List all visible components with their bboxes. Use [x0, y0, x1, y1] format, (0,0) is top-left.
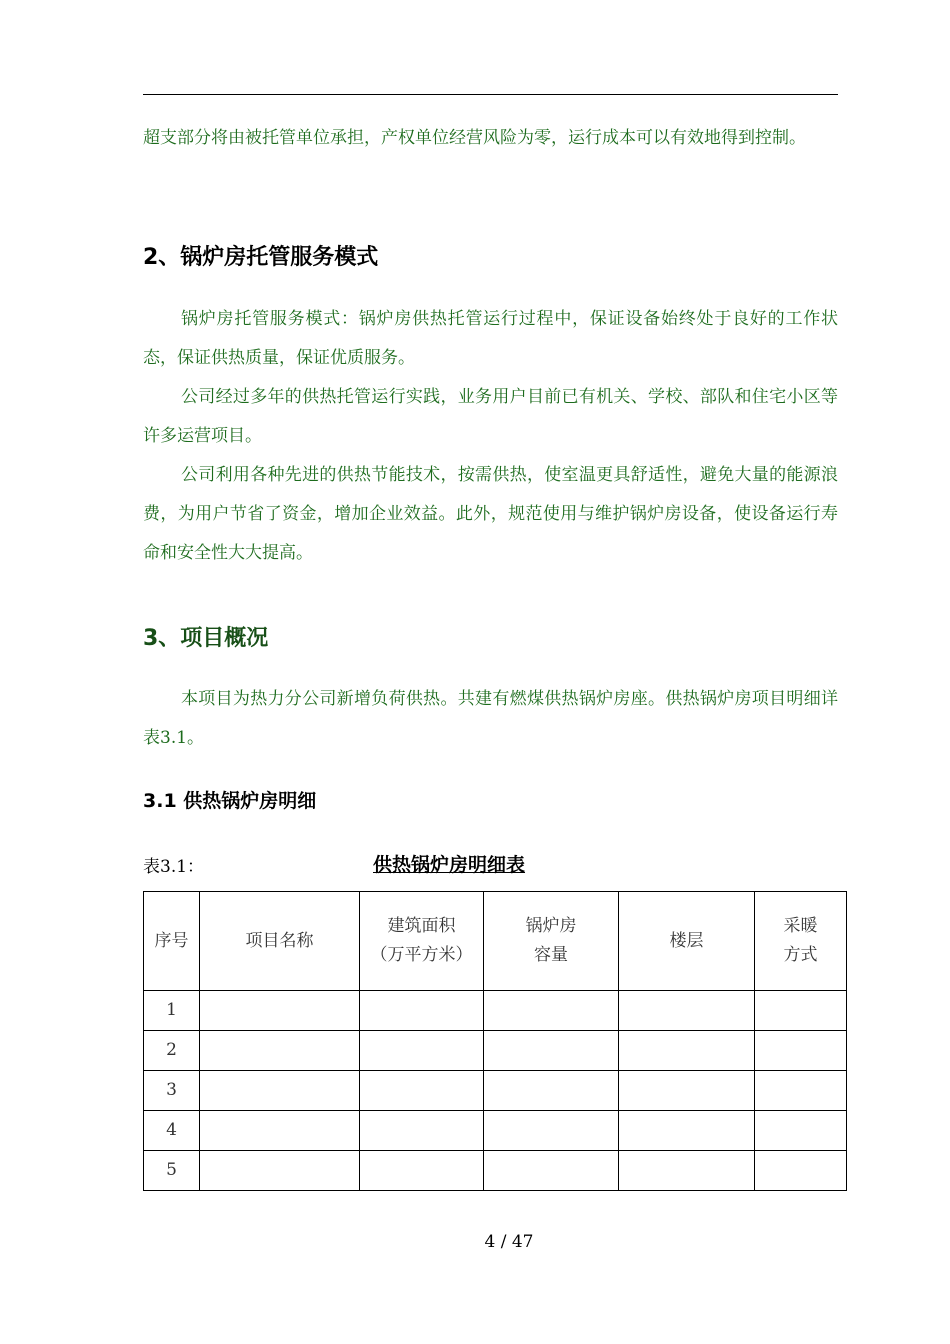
- cell-area: [360, 1111, 484, 1151]
- row-seq: 2: [144, 1031, 200, 1071]
- cell-heating: [755, 991, 847, 1031]
- header-area-line2: （万平方米）: [370, 945, 473, 965]
- header-capacity: [484, 892, 619, 991]
- cell-name: [200, 1111, 360, 1151]
- table-row: [144, 1151, 847, 1191]
- cell-heating: [755, 1151, 847, 1191]
- table-row: [144, 991, 847, 1031]
- cell-name: [200, 991, 360, 1031]
- cell-name: [200, 1151, 360, 1191]
- header-heating-line2: 方式: [783, 945, 818, 965]
- header-area-line1: 建筑面积: [387, 916, 456, 936]
- cell-floor: [619, 1111, 755, 1151]
- cell-floor: [619, 1031, 755, 1071]
- cell-capacity: [484, 1151, 619, 1191]
- header-heating-line1: 采暖: [783, 916, 818, 936]
- paragraph-overview: 本项目为热力分公司新增负荷供热。共建有燃煤供热锅炉房座。供热锅炉房项目明细详表3.1。: [143, 689, 838, 748]
- cell-heating: [755, 1111, 847, 1151]
- table-row: [144, 1071, 847, 1111]
- paragraph-mode-2: 公司经过多年的供热托管运行实践，业务用户目前已有机关、学校、部队和住宅小区等许多运营项目。: [143, 387, 838, 446]
- header-capacity-line1: 锅炉房: [525, 916, 577, 936]
- paragraph-mode-3: 公司利用各种先进的供热节能技术，按需供热，使室温更具舒适性，避免大量的能源浪费，为用户节省了资金，增加企业效益。此外，规范使用与维护锅炉房设备，使设备运行寿命和安全性大大提高。: [143, 465, 838, 563]
- header-capacity-line2: 容量: [534, 945, 568, 965]
- row-seq: 1: [144, 991, 200, 1031]
- header-heating: [755, 892, 847, 991]
- cell-area: [360, 1031, 484, 1071]
- cell-floor: [619, 1151, 755, 1191]
- boiler-room-table: [143, 891, 847, 1191]
- header-name: 项目名称: [200, 892, 360, 991]
- cell-area: [360, 991, 484, 1031]
- cell-capacity: [484, 1031, 619, 1071]
- cell-heating: [755, 1071, 847, 1111]
- row-seq: 3: [144, 1071, 200, 1111]
- table-header-row: [144, 892, 847, 991]
- cell-name: [200, 1031, 360, 1071]
- paragraph-intro-continued: 超支部分将由被托管单位承担，产权单位经营风险为零，运行成本可以有效地得到控制。: [143, 128, 806, 148]
- header-floor: 楼层: [619, 892, 755, 991]
- table-row: [144, 1031, 847, 1071]
- page-number: 4 / 47: [484, 1232, 534, 1252]
- row-seq: 5: [144, 1151, 200, 1191]
- section-2-heading: 2、锅炉房托管服务模式: [143, 245, 379, 270]
- row-seq: 4: [144, 1111, 200, 1151]
- cell-area: [360, 1071, 484, 1111]
- cell-heating: [755, 1031, 847, 1071]
- paragraph-mode-1: 锅炉房托管服务模式：锅炉房供热托管运行过程中，保证设备始终处于良好的工作状态，保证供热质量，保证优质服务。: [143, 309, 838, 368]
- table-title: 供热锅炉房明细表: [373, 854, 526, 876]
- table-label: 表3.1：: [143, 857, 205, 877]
- cell-capacity: [484, 1111, 619, 1151]
- table-row: [144, 1111, 847, 1151]
- cell-floor: [619, 991, 755, 1031]
- header-area: [360, 892, 484, 991]
- cell-capacity: [484, 991, 619, 1031]
- header-seq: 序号: [144, 892, 200, 991]
- cell-area: [360, 1151, 484, 1191]
- section-3-1-heading: 3.1 供热锅炉房明细: [143, 790, 317, 812]
- section-3-heading: 3、项目概况: [143, 626, 269, 651]
- cell-name: [200, 1071, 360, 1111]
- cell-floor: [619, 1071, 755, 1111]
- cell-capacity: [484, 1071, 619, 1111]
- header-rule: [143, 94, 838, 95]
